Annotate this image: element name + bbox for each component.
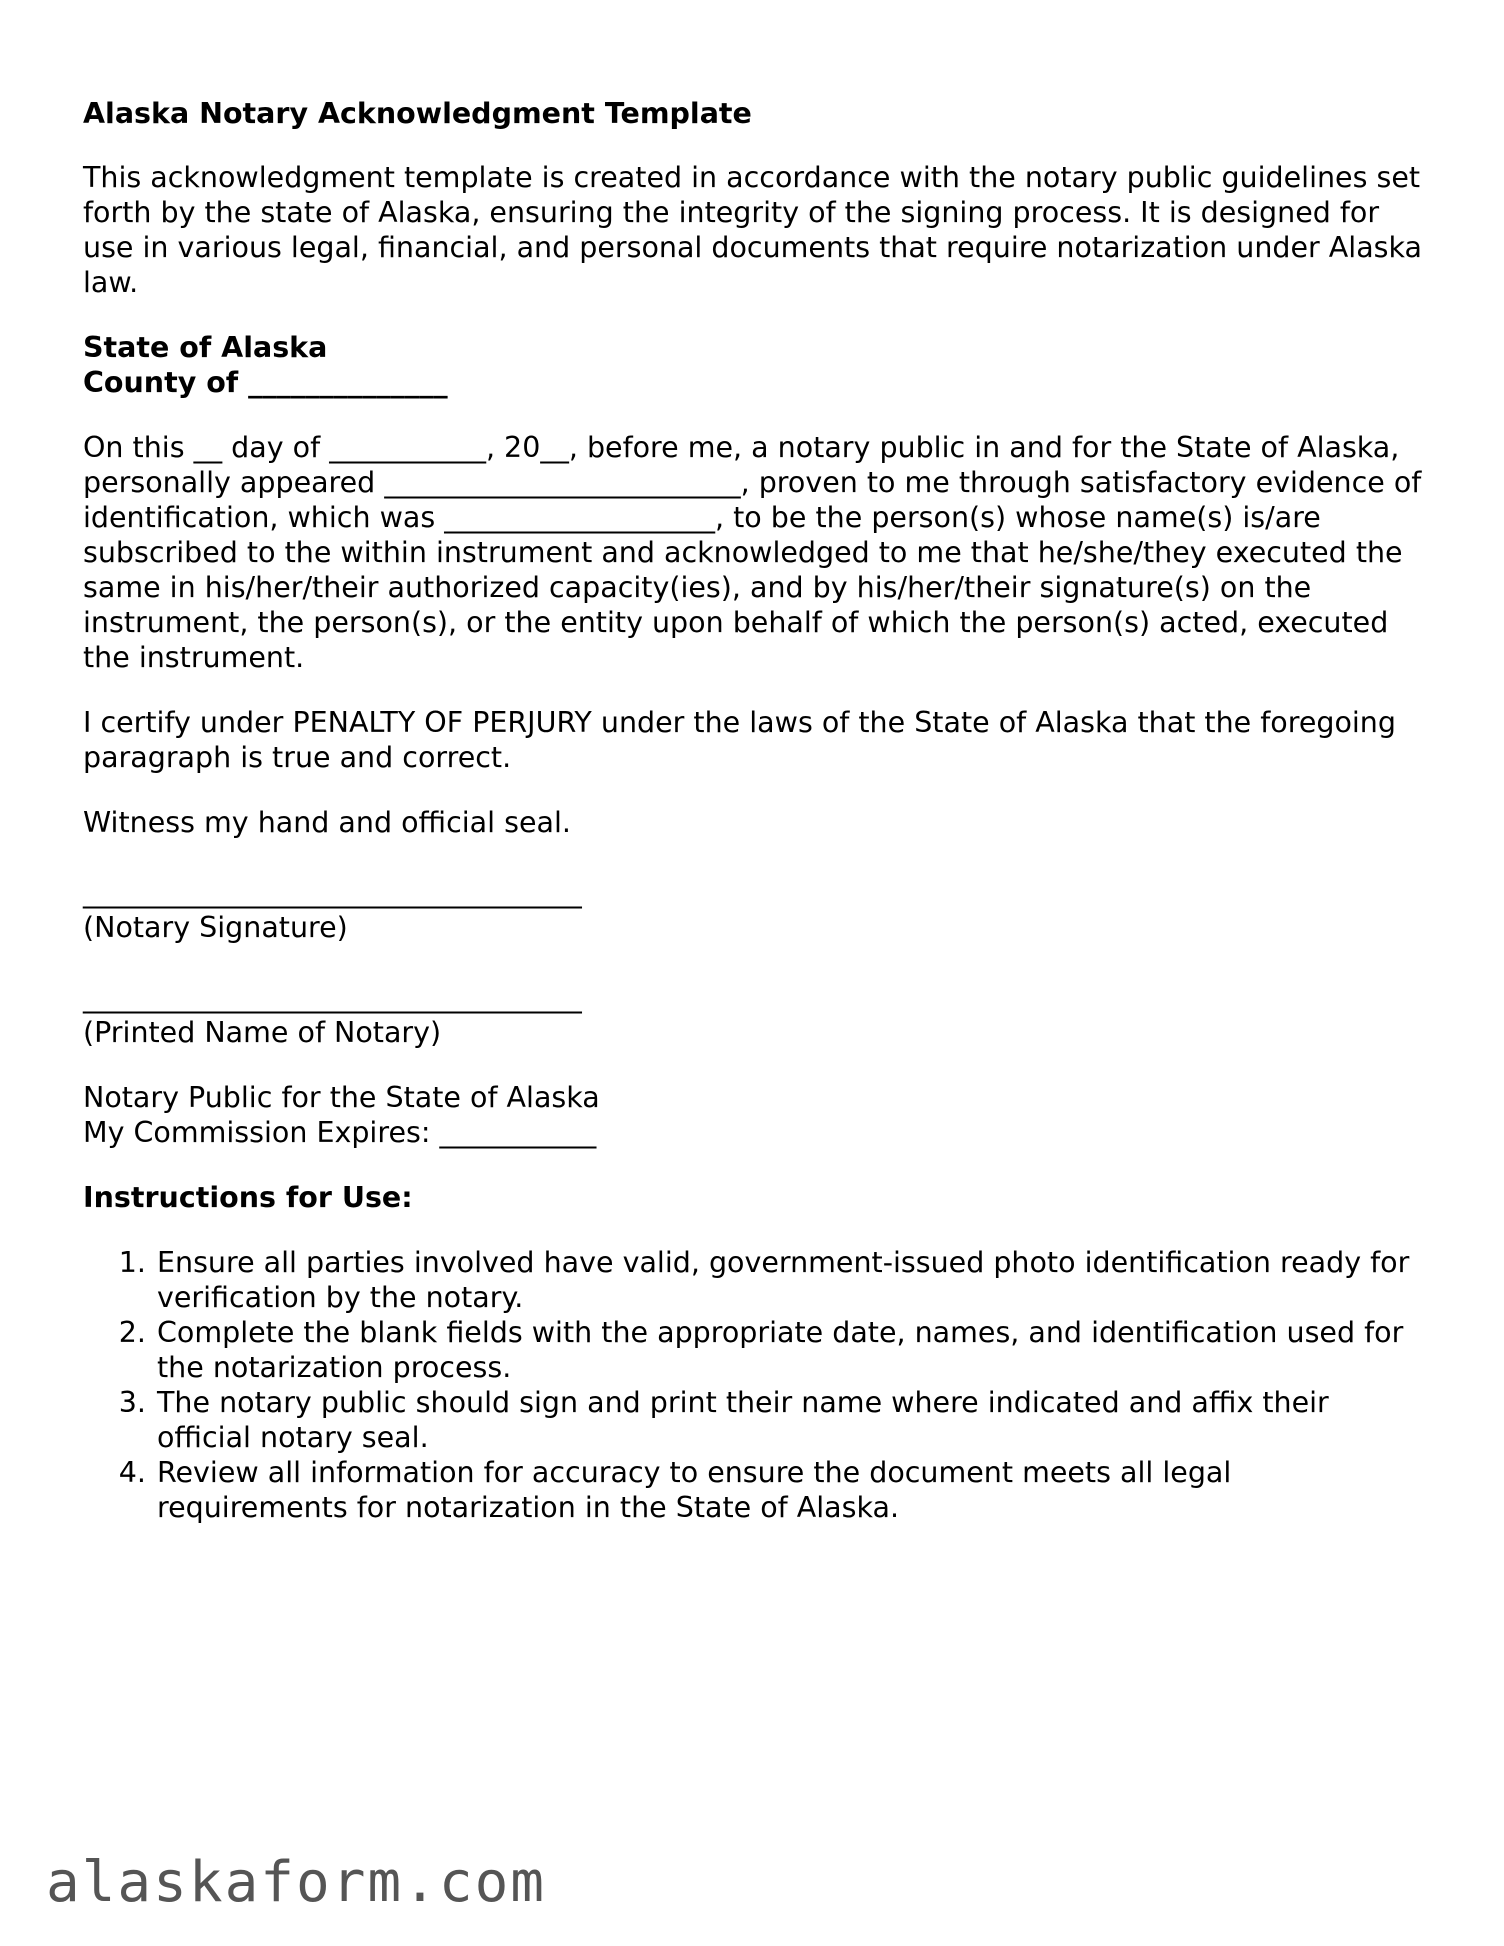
venue-state: State of Alaska [83, 331, 328, 364]
instruction-item: 4. Review all information for accuracy to ensure the document meets all legal requirements for notarization in the State of Alaska. [155, 1455, 1423, 1525]
acknowledgment-paragraph: On this __ day of ___________, 20__, before me, a notary public in and for the State of Alaska, personally appeared _________________________, proven to me through satisfactory evidence of identification, which was ___________________, to be the person(s) whose name(s) is/are subscribed to the within instrument and acknowledged to me that he/she/they executed the same in his/her/their authorized capacity(ies), and by his/her/their signature(s) on the instrument, the person(s), or the entity upon behalf of which the person(s) acted, executed the instrument. [83, 431, 1422, 674]
printed-name-label: (Printed Name of Notary) [83, 1016, 442, 1049]
instructions-heading: Instructions for Use: [83, 1181, 413, 1214]
notary-signature-block [83, 875, 1423, 945]
instructions-list [83, 1245, 1423, 1525]
instruction-item: 2. Complete the blank fields with the appropriate date, names, and identification used for the notarization process. [155, 1315, 1423, 1385]
certify-paragraph: I certify under PENALTY OF PERJURY under the laws of the State of Alaska that the foregoing paragraph is true and correct. [83, 706, 1396, 774]
printed-name-block [83, 980, 1423, 1050]
document-page [83, 96, 1423, 1525]
notary-signature-line: ___________________________________ [83, 876, 582, 909]
commission-expires-line: My Commission Expires: ___________ [83, 1116, 597, 1149]
witness-line: Witness my hand and official seal. [83, 806, 571, 839]
venue-block [83, 330, 1423, 400]
instruction-item: 1. Ensure all parties involved have valid, government-issued photo identification ready for verification by the notary. [155, 1245, 1423, 1315]
watermark-text: alaskaform.com [46, 1850, 547, 1915]
printed-name-line: ___________________________________ [83, 981, 582, 1014]
notary-public-line: Notary Public for the State of Alaska [83, 1081, 600, 1114]
venue-county: County of ______________ [83, 366, 448, 399]
document-title: Alaska Notary Acknowledgment Template [83, 97, 752, 130]
instruction-item: 3. The notary public should sign and print their name where indicated and affix their official notary seal. [155, 1385, 1423, 1455]
commission-block [83, 1080, 1423, 1150]
notary-signature-label: (Notary Signature) [83, 911, 348, 944]
intro-paragraph: This acknowledgment template is created in accordance with the notary public guidelines set forth by the state of Alaska, ensuring the integrity of the signing process. It is designed for use in various legal, financial, and personal documents that require notarization under Alaska law. [83, 161, 1422, 299]
